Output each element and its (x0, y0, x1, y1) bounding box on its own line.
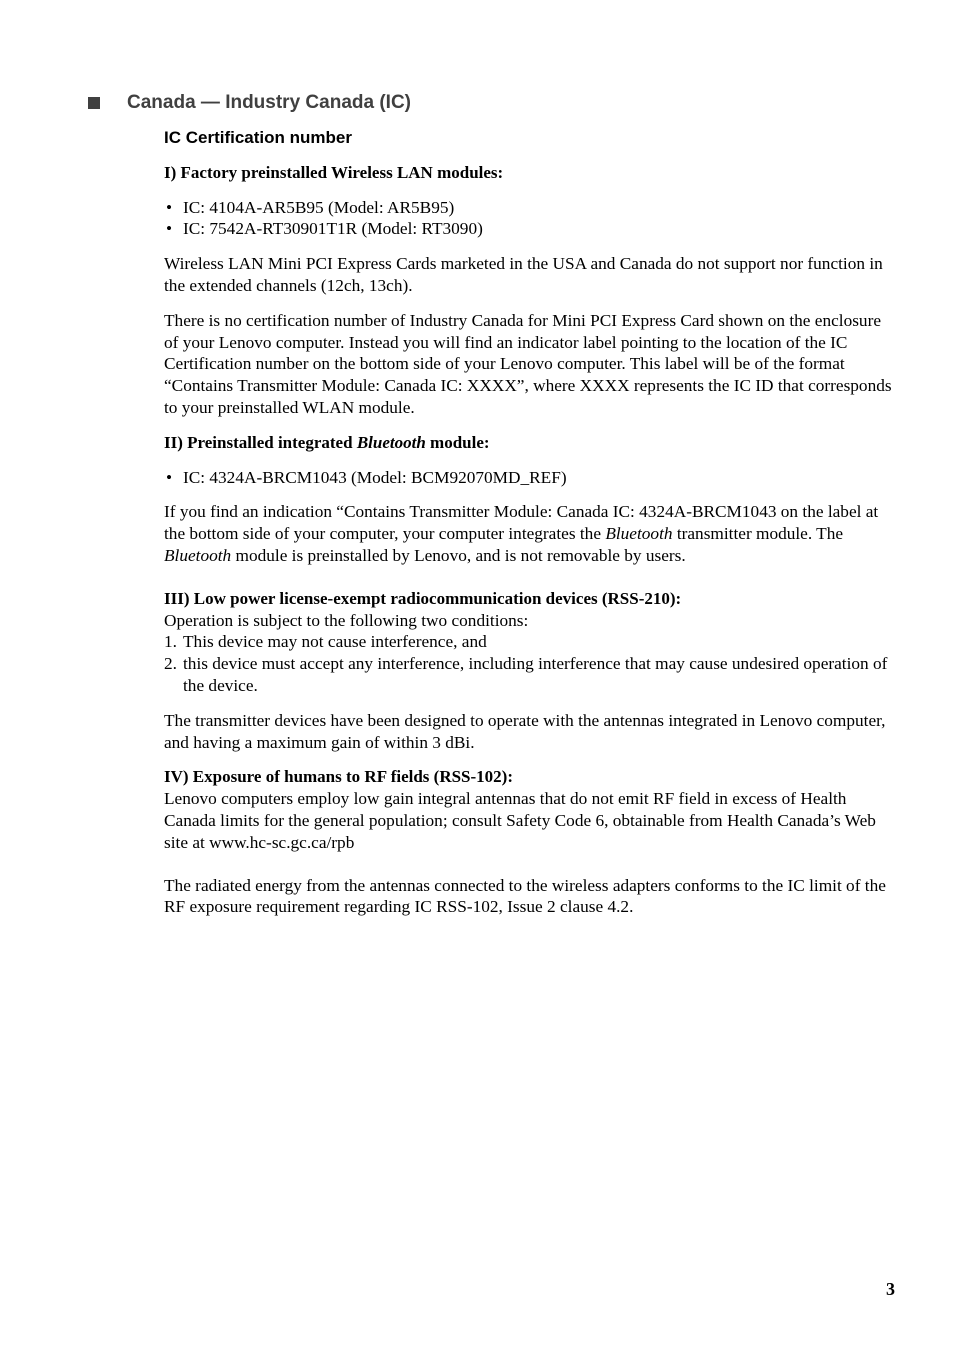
heading-part-4: IV) Exposure of humans to RF fields (RSS-102): (164, 767, 513, 787)
text-run: If you find an indication “Contains Transmitter Module: Canada IC: 4324A-BRCM1043 on the label at the bottom side of your computer, your computer integrates the (164, 502, 879, 544)
paragraph-indicator-label: There is no certification number of Industry Canada for Mini PCI Express Card shown on the enclosure of your Lenovo computer. Instead you will find an indicator label pointing to the location of the IC Certification number on the bottom side of your Lenovo computer. This label will be of the format “Contains Transmitter Module: Canada IC: XXXX”, where XXXX represents the IC ID that corresponds to your preinstalled WLAN module. (164, 310, 892, 417)
page-number: 3 (886, 1279, 895, 1299)
paragraph-radiated-energy: The radiated energy from the antennas connected to the wireless adapters conforms to the IC limit of the RF exposure requirement regarding IC RSS-102, Issue 2 clause 4.2. (164, 875, 886, 917)
heading-part-2-em: Bluetooth (356, 432, 426, 452)
list-item (164, 631, 899, 653)
list-item: • IC: 4324A-BRCM1043 (Model: BCM92070MD_REF) (164, 467, 899, 489)
heading-part-2-post: module: (425, 432, 490, 452)
page-content (164, 127, 899, 931)
conditions-list (164, 631, 899, 696)
text-run: module is preinstalled by Lenovo, and is not removable by users. (231, 545, 686, 565)
list-number: 1. (164, 632, 177, 652)
list-text: this device must accept any interference, including interference that may cause undesired operation of the device. (183, 654, 888, 695)
bluetooth-module-list (164, 467, 899, 489)
text-run-em: Bluetooth (605, 524, 673, 544)
list-item: • IC: 4104A-AR5B95 (Model: AR5B95) (164, 197, 899, 219)
section-heading (88, 92, 411, 114)
wlan-module-list (164, 197, 899, 241)
list-item (164, 653, 899, 697)
paragraph-conditions-intro: Operation is subject to the following two conditions: (164, 610, 529, 630)
heading-part-1: I) Factory preinstalled Wireless LAN modules: (164, 162, 504, 182)
list-text: This device may not cause interference, and (183, 632, 487, 652)
list-item: • IC: 7542A-RT30901T1R (Model: RT3090) (164, 218, 899, 240)
heading-part-2-pre: II) Preinstalled integrated (164, 432, 357, 452)
paragraph-antenna-gain: The transmitter devices have been designed to operate with the antennas integrated in Lenovo computer, and having a maximum gain of within 3 dBi. (164, 710, 886, 752)
subheading-ic-certification: IC Certification number (164, 128, 352, 147)
text-run: transmitter module. The (672, 524, 844, 544)
text-run-em: Bluetooth (164, 545, 232, 565)
heading-part-2 (164, 432, 899, 454)
paragraph-extended-channels: Wireless LAN Mini PCI Express Cards marketed in the USA and Canada do not support nor function in the extended channels (12ch, 13ch). (164, 254, 883, 295)
paragraph-rf-exposure: Lenovo computers employ low gain integral antennas that do not emit RF field in excess of Health Canada limits for the general population; consult Safety Code 6, obtainable from Health Canada’s Web site at www.hc-sc.gc.ca/rpb (164, 789, 876, 852)
paragraph-bluetooth-indication (164, 501, 899, 566)
list-number: 2. (164, 654, 177, 674)
heading-part-3: III) Low power license-exempt radiocommunication devices (RSS-210): (164, 588, 682, 608)
section-title: Canada — Industry Canada (IC) (127, 92, 411, 113)
square-bullet-icon (88, 97, 100, 109)
